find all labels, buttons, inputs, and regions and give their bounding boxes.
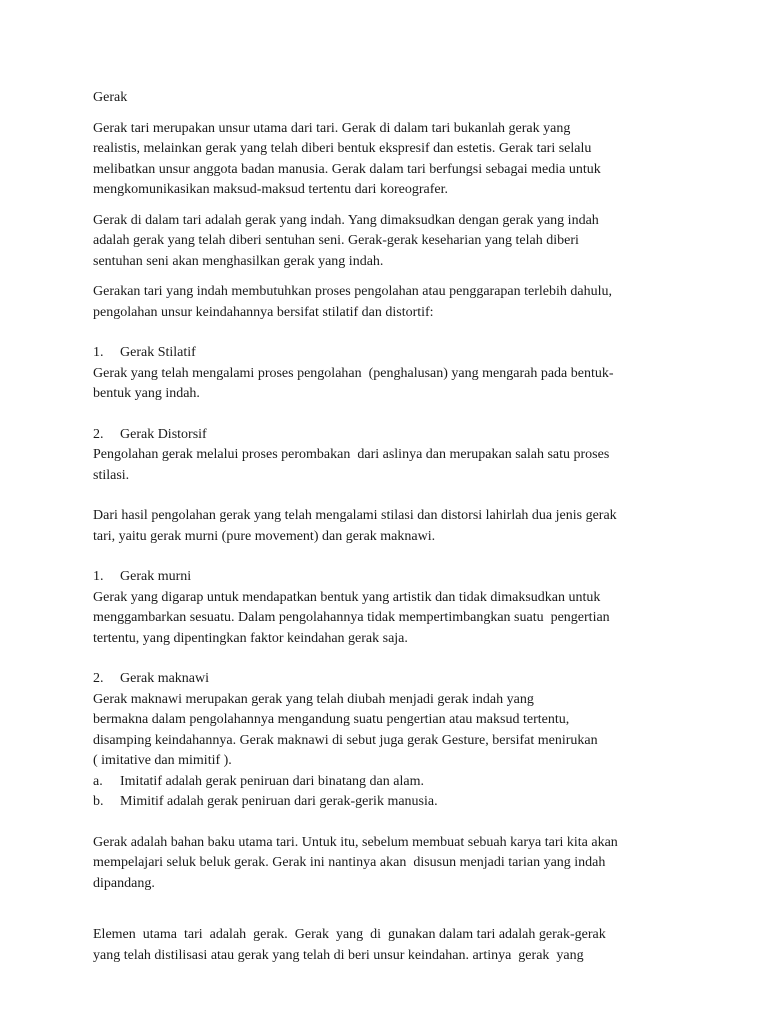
list-item-gerak-distorsif	[93, 425, 693, 487]
list-number: 2.	[93, 671, 104, 686]
paragraph-1	[93, 119, 693, 201]
text-line: Gerak di dalam tari adalah gerak yang indah. Yang dimaksudkan dengan gerak yang indah	[93, 212, 599, 228]
text-line: mempelajari seluk beluk gerak. Gerak ini nantinya akan disusun menjadi tarian yang indah	[93, 855, 606, 870]
sub-item-letter: b.	[93, 794, 104, 809]
text-line: Gerak yang digarap untuk mendapatkan bentuk yang artistik dan tidak dimaksudkan untuk	[93, 589, 601, 605]
text-line: Pengolahan gerak melalui proses perombakan dari aslinya dan merupakan salah satu proses	[93, 447, 610, 462]
list-number: 2.	[93, 426, 104, 442]
sub-item-mimitif	[93, 792, 693, 813]
text-line: dipandang.	[93, 875, 155, 891]
text-line: Gerak adalah bahan baku utama tari. Untuk itu, sebelum membuat sebuah karya tari kita akan	[93, 834, 618, 850]
list-heading: Gerak murni	[120, 569, 192, 584]
list-item-gerak-stilatif	[93, 343, 693, 405]
text-line: ( imitative dan mimitif ).	[93, 753, 232, 768]
text-line: Gerak tari merupakan unsur utama dari tari. Gerak di dalam tari bukanlah gerak yang	[93, 120, 571, 136]
text-line: melibatkan unsur anggota badan manusia. Gerak dalam tari berfungsi sebagai media untuk	[93, 161, 601, 177]
paragraph-2	[93, 211, 693, 273]
text-line: disamping keindahannya. Gerak maknawi di sebut juga gerak Gesture, bersifat menirukan	[93, 732, 598, 748]
list-item-gerak-murni	[93, 567, 693, 649]
list-item-gerak-maknawi	[93, 669, 693, 813]
text-line: menggambarkan sesuatu. Dalam pengolahannya tidak mempertimbangkan suatu pengertian	[93, 610, 610, 625]
text-line: Dari hasil pengolahan gerak yang telah mengalami stilasi dan distorsi lahirlah dua jenis gerak	[93, 508, 617, 523]
sub-item-text: Imitatif adalah gerak peniruan dari binatang dan alam.	[120, 773, 424, 789]
paragraph-middle	[93, 506, 693, 547]
text-line: tari, yaitu gerak murni (pure movement) dan gerak maknawi.	[93, 528, 436, 544]
document-body	[93, 88, 693, 966]
list-number: 1.	[93, 345, 104, 360]
text-line: bentuk yang indah.	[93, 386, 200, 401]
text-line: mengkomunikasikan maksud-maksud tertentu dari koreografer.	[93, 182, 448, 197]
sub-item-imitatif	[93, 772, 693, 793]
paragraph-3	[93, 282, 693, 323]
text-line: stilasi.	[93, 467, 130, 483]
paragraph-closing	[93, 833, 693, 895]
text-line: sentuhan seni akan menghasilkan gerak yang indah.	[93, 253, 384, 269]
text-line: Gerak maknawi merupakan gerak yang telah diubah menjadi gerak indah yang	[93, 691, 534, 707]
text-line: Elemen utama tari adalah gerak. Gerak yang di gunakan dalam tari adalah gerak-gerak	[93, 927, 606, 942]
text-line: tertentu, yang dipentingkan faktor keindahan gerak saja.	[93, 630, 408, 646]
sub-item-letter: a.	[93, 773, 103, 789]
list-heading: Gerak Distorsif	[120, 426, 207, 442]
list-heading: Gerak maknawi	[120, 671, 210, 686]
text-line: adalah gerak yang telah diberi sentuhan seni. Gerak-gerak keseharian yang telah diberi	[93, 233, 579, 248]
text-line: yang telah distilisasi atau gerak yang telah di beri unsur keindahan. artinya gerak yang	[93, 947, 584, 963]
list-number: 1.	[93, 569, 104, 584]
list-heading: Gerak Stilatif	[120, 345, 196, 360]
text-line: Gerak yang telah mengalami proses pengolahan (penghalusan) yang mengarah pada bentuk-	[93, 365, 614, 381]
paragraph-final	[93, 925, 693, 966]
text-line: pengolahan unsur keindahannya bersifat stilatif dan distortif:	[93, 304, 434, 320]
text-line: Gerakan tari yang indah membutuhkan proses pengolahan atau penggarapan terlebih dahulu,	[93, 284, 612, 299]
text-line: realistis, melainkan gerak yang telah diberi bentuk ekspresif dan estetis. Gerak tari selalu	[93, 141, 592, 156]
document-title: Gerak	[93, 90, 128, 105]
text-line: bermakna dalam pengolahannya mengandung suatu pengertian atau maksud tertentu,	[93, 712, 570, 727]
sub-item-text: Mimitif adalah gerak peniruan dari gerak-gerik manusia.	[120, 794, 438, 809]
